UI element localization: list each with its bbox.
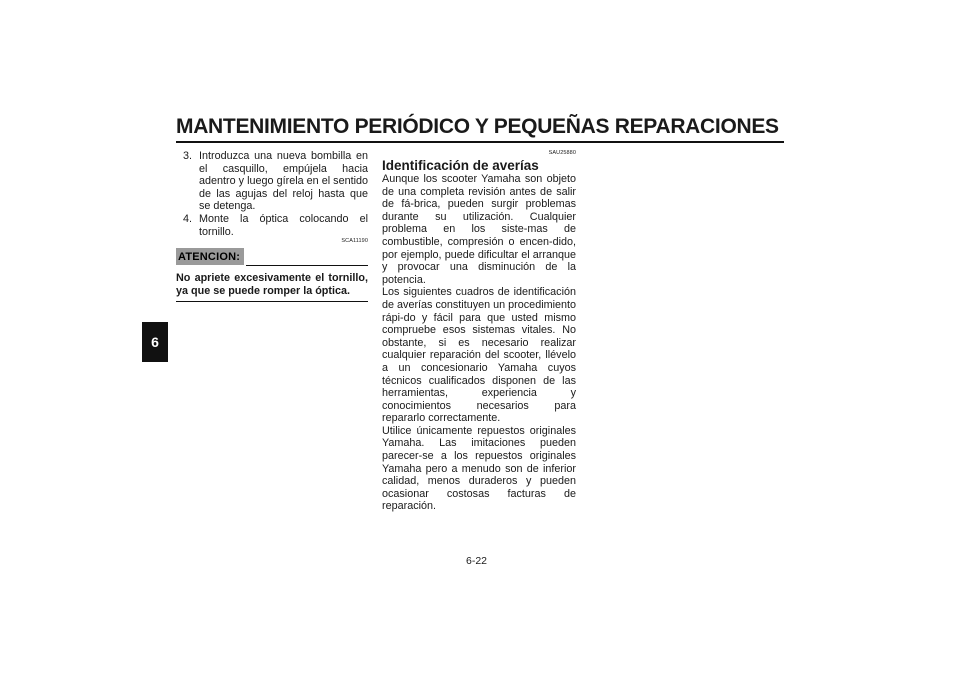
step-item xyxy=(176,213,368,238)
paragraph: Aunque los scooter Yamaha son objeto de una completa revisión antes de salir de fá-brica, pueden surgir problemas durante su utilización. Cualquier problema en los siste-mas de combustible, compresión o encen-dido, por ejemplo, puede dificultar el arranque y provocar una disminución de la potencia. xyxy=(382,173,576,286)
caution-text: No apriete excesivamente el tornillo, ya que se puede romper la óptica. xyxy=(176,272,368,297)
caution-label: ATENCION: xyxy=(176,248,244,265)
caution-bottom-rule xyxy=(176,301,368,302)
step-number: 3. xyxy=(183,150,193,162)
caution-header xyxy=(176,248,368,266)
caution-rule xyxy=(246,265,368,266)
paragraph: Los siguientes cuadros de identificación de averías constituyen un procedimiento rápi-do y fácil para que usted mismo compruebe esos sistemas vitales. No obstante, si es necesario realizar cualquier reparación del scooter, llévelo a un concesionario Yamaha cuyos técnicos cualificados disponen de las herramientas, experiencia y conocimientos necesarios para repararlo correctamente. xyxy=(382,286,576,425)
caution-code: SCA11190 xyxy=(341,238,368,245)
step-text: Introduzca una nueva bombilla en el casquillo, empújela hacia adentro y luego gírela en el sentido de las agujas del reloj hasta que se detenga. xyxy=(199,150,368,213)
left-column xyxy=(176,150,368,302)
step-number: 4. xyxy=(183,212,193,225)
header-rule xyxy=(176,141,784,143)
paragraph: Utilice únicamente repuestos originales Yamaha. Las imitaciones pueden parecer-se a los repuestos originales Yamaha pero a menudo son de inferior calidad, menos duraderos y pueden ocasionar costosas facturas de reparación. xyxy=(382,424,576,513)
step-text: Monte la óptica colocando el tornillo. xyxy=(199,212,368,238)
page-header xyxy=(176,116,784,138)
page-title: MANTENIMIENTO PERIÓDICO Y PEQUEÑAS REPARACIONES xyxy=(176,115,779,138)
step-item xyxy=(176,150,368,213)
page-number: 6-22 xyxy=(466,555,488,567)
chapter-tab: 6 xyxy=(142,322,168,362)
section-code: SAU25880 xyxy=(548,150,576,156)
right-column xyxy=(382,150,576,513)
section-heading: Identificación de averías xyxy=(382,158,539,173)
